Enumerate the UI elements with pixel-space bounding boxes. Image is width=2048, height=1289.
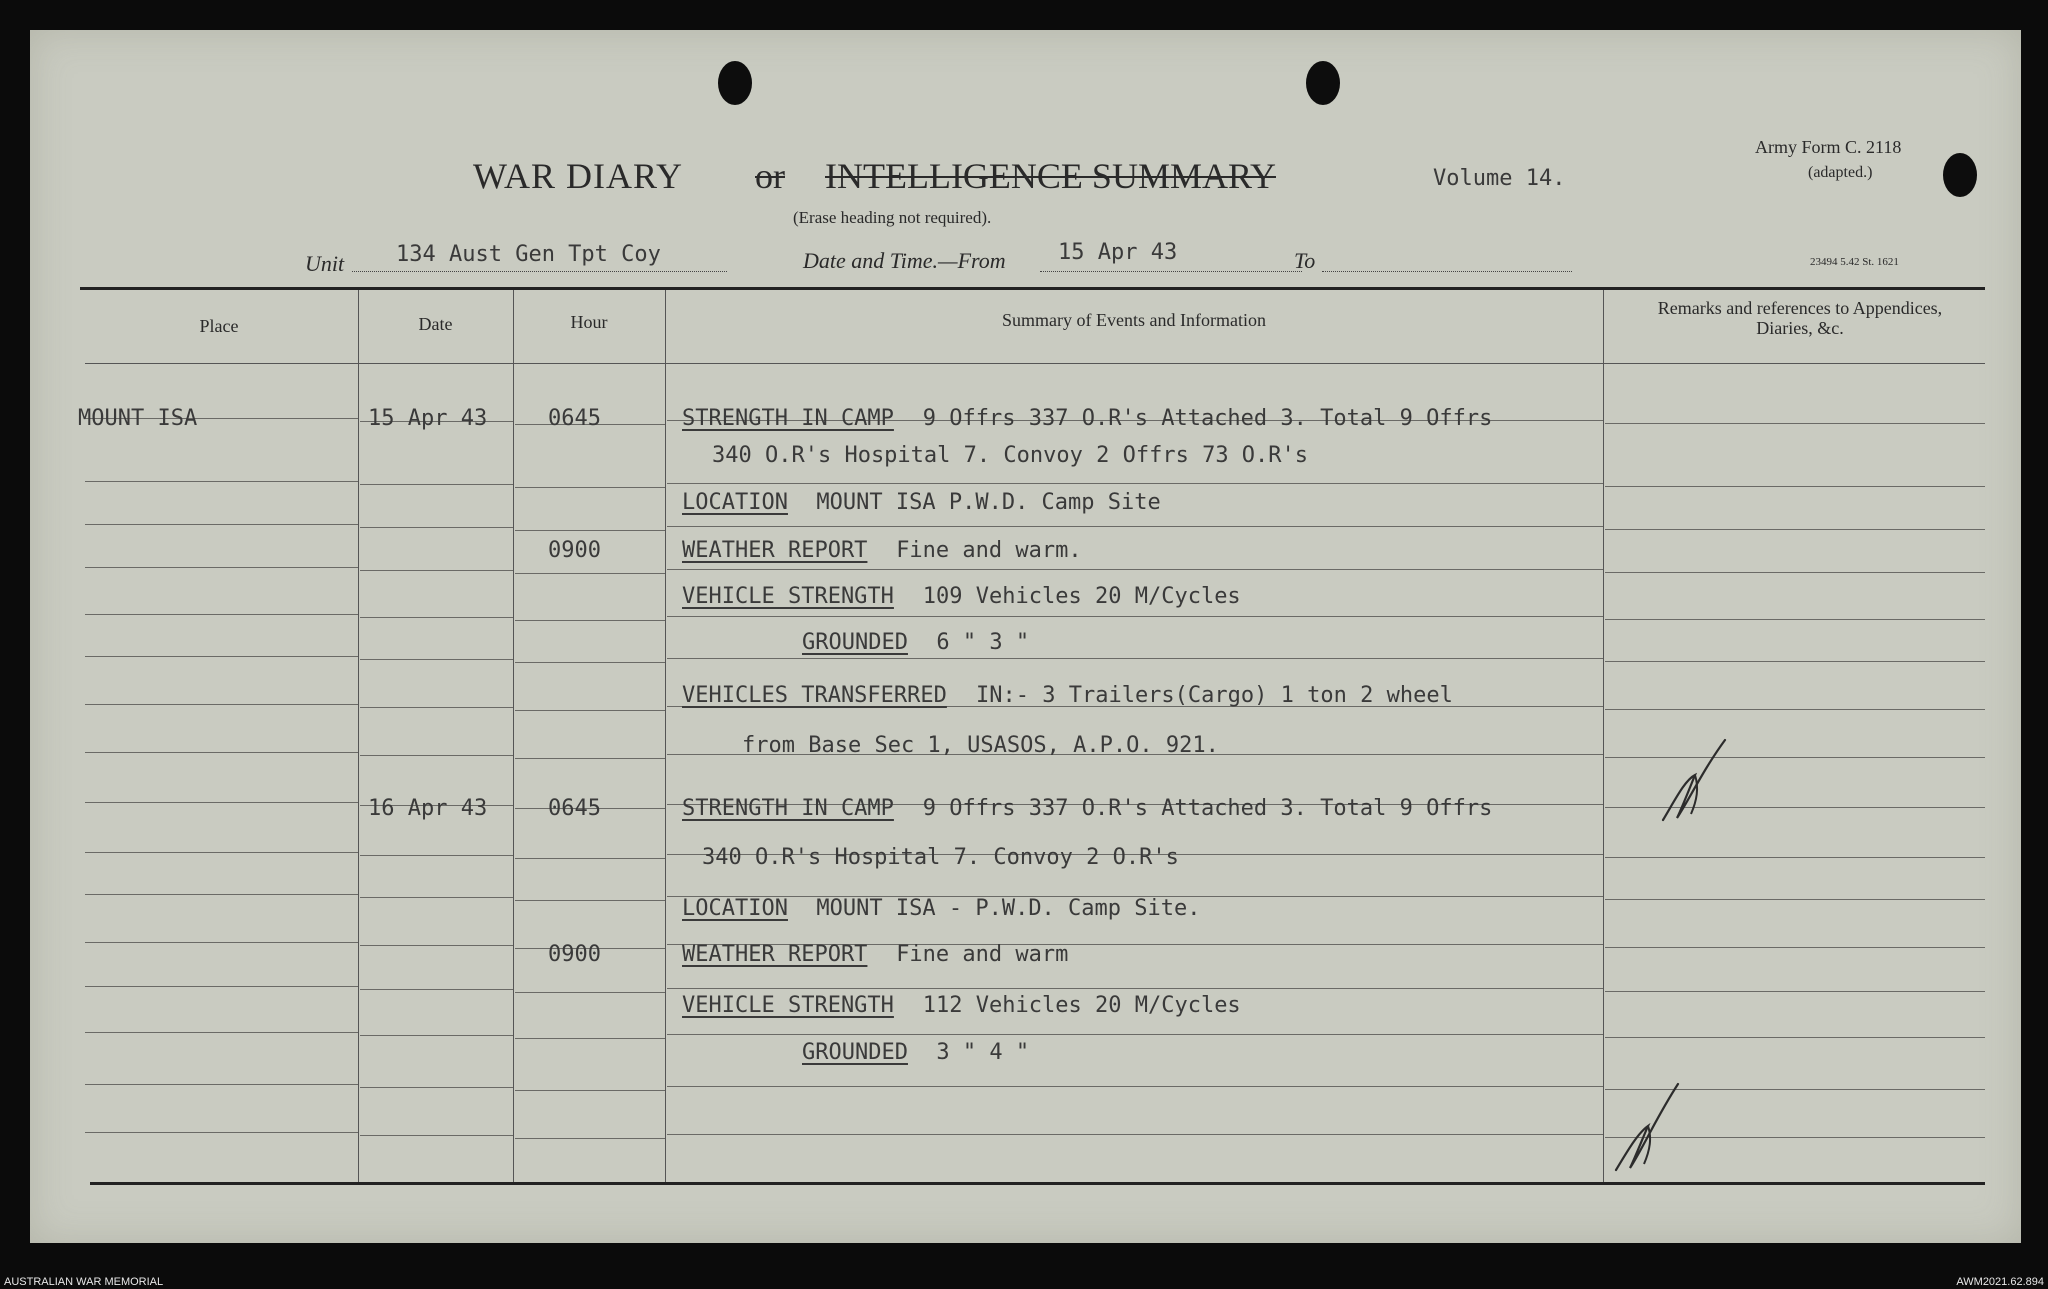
army-form-number: Army Form C. 2118 — [1755, 137, 1902, 157]
unit-value: 134 Aust Gen Tpt Coy — [396, 242, 661, 267]
column-header-place: Place — [199, 316, 239, 336]
row-rule — [360, 945, 513, 946]
table-bottom-rule — [90, 1182, 1985, 1185]
row-rule — [360, 989, 513, 990]
erase-note: (Erase heading not required). — [793, 208, 992, 227]
to-label: To — [1294, 248, 1316, 273]
row-rule — [360, 1087, 513, 1088]
column-header-remarks: Remarks and references to Appendices, Diaries, &c. — [1657, 298, 1943, 338]
diary-sheet — [30, 30, 2021, 1243]
row-rule — [85, 524, 358, 525]
row-rule — [1605, 857, 1985, 858]
footer-reference: AWM2021.62.894 — [1956, 1276, 2044, 1288]
row-rule — [1605, 991, 1985, 992]
row-rule — [1605, 572, 1985, 573]
row-rule — [85, 852, 358, 853]
divider-summary-remarks — [1603, 290, 1604, 1182]
entry-label: LOCATION — [682, 490, 788, 515]
row-rule — [515, 662, 665, 663]
unit-label: Unit — [305, 251, 345, 276]
row-rule — [360, 617, 513, 618]
row-rule — [667, 988, 1603, 989]
row-rule — [515, 758, 665, 759]
row-rule — [85, 1132, 358, 1133]
entry-hour: 0645 — [548, 406, 601, 431]
row-rule — [1605, 423, 1985, 424]
row-rule — [667, 658, 1603, 659]
row-rule — [360, 1035, 513, 1036]
entry-text: 6 " 3 " — [936, 630, 1030, 655]
unit-dotted-line — [352, 271, 727, 272]
row-rule — [85, 894, 358, 895]
row-rule — [85, 481, 358, 482]
row-rule — [85, 986, 358, 987]
row-rule — [515, 1038, 665, 1039]
table-top-rule — [80, 287, 1985, 290]
row-rule — [1605, 661, 1985, 662]
row-rule — [667, 1086, 1603, 1087]
entry-text: Fine and warm. — [896, 538, 1082, 563]
from-value: 15 Apr 43 — [1058, 240, 1178, 265]
war-diary-title: WAR DIARY — [473, 156, 684, 196]
footer-institution: AUSTRALIAN WAR MEMORIAL — [4, 1276, 164, 1288]
column-header-summary: Summary of Events and Information — [1002, 310, 1266, 330]
row-rule — [85, 752, 358, 753]
row-rule — [360, 897, 513, 898]
print-code: 23494 5.42 St. 1621 — [1810, 256, 1899, 268]
entry-place: MOUNT ISA — [78, 406, 198, 431]
row-rule — [1605, 1037, 1985, 1038]
row-rule — [85, 942, 358, 943]
row-rule — [1605, 947, 1985, 948]
entry-hour: 0900 — [548, 942, 601, 967]
row-rule — [667, 1034, 1603, 1035]
row-rule — [360, 707, 513, 708]
row-rule — [1605, 709, 1985, 710]
entry-text: 109 Vehicles 20 M/Cycles — [922, 584, 1241, 609]
row-rule — [515, 573, 665, 574]
row-rule — [515, 900, 665, 901]
row-rule — [85, 614, 358, 615]
header-bottom-rule — [85, 363, 1985, 364]
row-rule — [515, 487, 665, 488]
row-rule — [515, 858, 665, 859]
row-rule — [360, 755, 513, 756]
entry-label: GROUNDED — [802, 630, 908, 655]
divider-hour-summary — [665, 290, 666, 1182]
column-header-hour: Hour — [570, 312, 608, 332]
to-dotted-line — [1322, 271, 1572, 272]
entry-text: 9 Offrs 337 O.R's Attached 3. Total 9 Offrs — [922, 406, 1493, 431]
row-rule — [1605, 486, 1985, 487]
row-rule — [85, 1084, 358, 1085]
entry-text: 112 Vehicles 20 M/Cycles — [922, 993, 1241, 1018]
row-rule — [360, 659, 513, 660]
entry-label: VEHICLE STRENGTH — [682, 993, 894, 1018]
entry-text: 9 Offrs 337 O.R's Attached 3. Total 9 Offrs — [922, 796, 1493, 821]
row-rule — [1605, 899, 1985, 900]
column-header-date: Date — [418, 314, 453, 334]
date-time-label: Date and Time.—From — [803, 248, 1006, 273]
entry-text: 3 " 4 " — [936, 1040, 1030, 1065]
row-rule — [360, 484, 513, 485]
row-rule — [515, 1090, 665, 1091]
row-rule — [515, 992, 665, 993]
entry-label: VEHICLES TRANSFERRED — [682, 683, 947, 708]
entry-date: 16 Apr 43 — [368, 796, 488, 821]
row-rule — [667, 1134, 1603, 1135]
punch-hole-middle — [1306, 61, 1340, 105]
initials-signature-2 — [1608, 1078, 1688, 1178]
initials-signature-1 — [1655, 730, 1735, 830]
row-rule — [85, 1032, 358, 1033]
entry-hour: 0645 — [548, 796, 601, 821]
entry-text: Fine and warm — [896, 942, 1069, 967]
entry-label: LOCATION — [682, 896, 788, 921]
entry-label: STRENGTH IN CAMP — [682, 406, 894, 431]
entry-text: 340 O.R's Hospital 7. Convoy 2 O.R's — [702, 845, 1179, 870]
entry-label: VEHICLE STRENGTH — [682, 584, 894, 609]
divider-place-date — [358, 290, 359, 1182]
row-rule — [1605, 619, 1985, 620]
row-rule — [515, 620, 665, 621]
divider-date-hour — [513, 290, 514, 1182]
row-rule — [85, 567, 358, 568]
entry-text: MOUNT ISA P.W.D. Camp Site — [816, 490, 1161, 515]
row-rule — [360, 855, 513, 856]
entry-text: from Base Sec 1, USASOS, A.P.O. 921. — [742, 733, 1219, 758]
row-rule — [360, 1135, 513, 1136]
row-rule — [360, 527, 513, 528]
row-rule — [85, 656, 358, 657]
row-rule — [515, 1138, 665, 1139]
entry-text: 340 O.R's Hospital 7. Convoy 2 Offrs 73 O.R's — [712, 443, 1309, 468]
row-rule — [667, 616, 1603, 617]
entry-label: WEATHER REPORT — [682, 538, 868, 563]
adapted-note: (adapted.) — [1808, 164, 1873, 181]
entry-text: IN:- 3 Trailers(Cargo) 1 ton 2 wheel — [976, 683, 1453, 708]
row-rule — [85, 802, 358, 803]
entry-label: WEATHER REPORT — [682, 942, 868, 967]
row-rule — [667, 569, 1603, 570]
entry-label: STRENGTH IN CAMP — [682, 796, 894, 821]
row-rule — [667, 526, 1603, 527]
row-rule — [1605, 529, 1985, 530]
entry-label: GROUNDED — [802, 1040, 908, 1065]
punch-hole-left — [718, 61, 752, 105]
row-rule — [85, 704, 358, 705]
struck-intelligence-summary: INTELLIGENCE SUMMARY — [825, 156, 1276, 196]
struck-or: or — [755, 156, 785, 196]
volume-number: Volume 14. — [1433, 166, 1566, 191]
entry-hour: 0900 — [548, 538, 601, 563]
entry-text: MOUNT ISA - P.W.D. Camp Site. — [816, 896, 1201, 921]
row-rule — [667, 483, 1603, 484]
row-rule — [515, 530, 665, 531]
row-rule — [360, 570, 513, 571]
row-rule — [515, 710, 665, 711]
entry-date: 15 Apr 43 — [368, 406, 488, 431]
punch-hole-right — [1943, 153, 1977, 197]
from-dotted-line — [1040, 271, 1302, 272]
